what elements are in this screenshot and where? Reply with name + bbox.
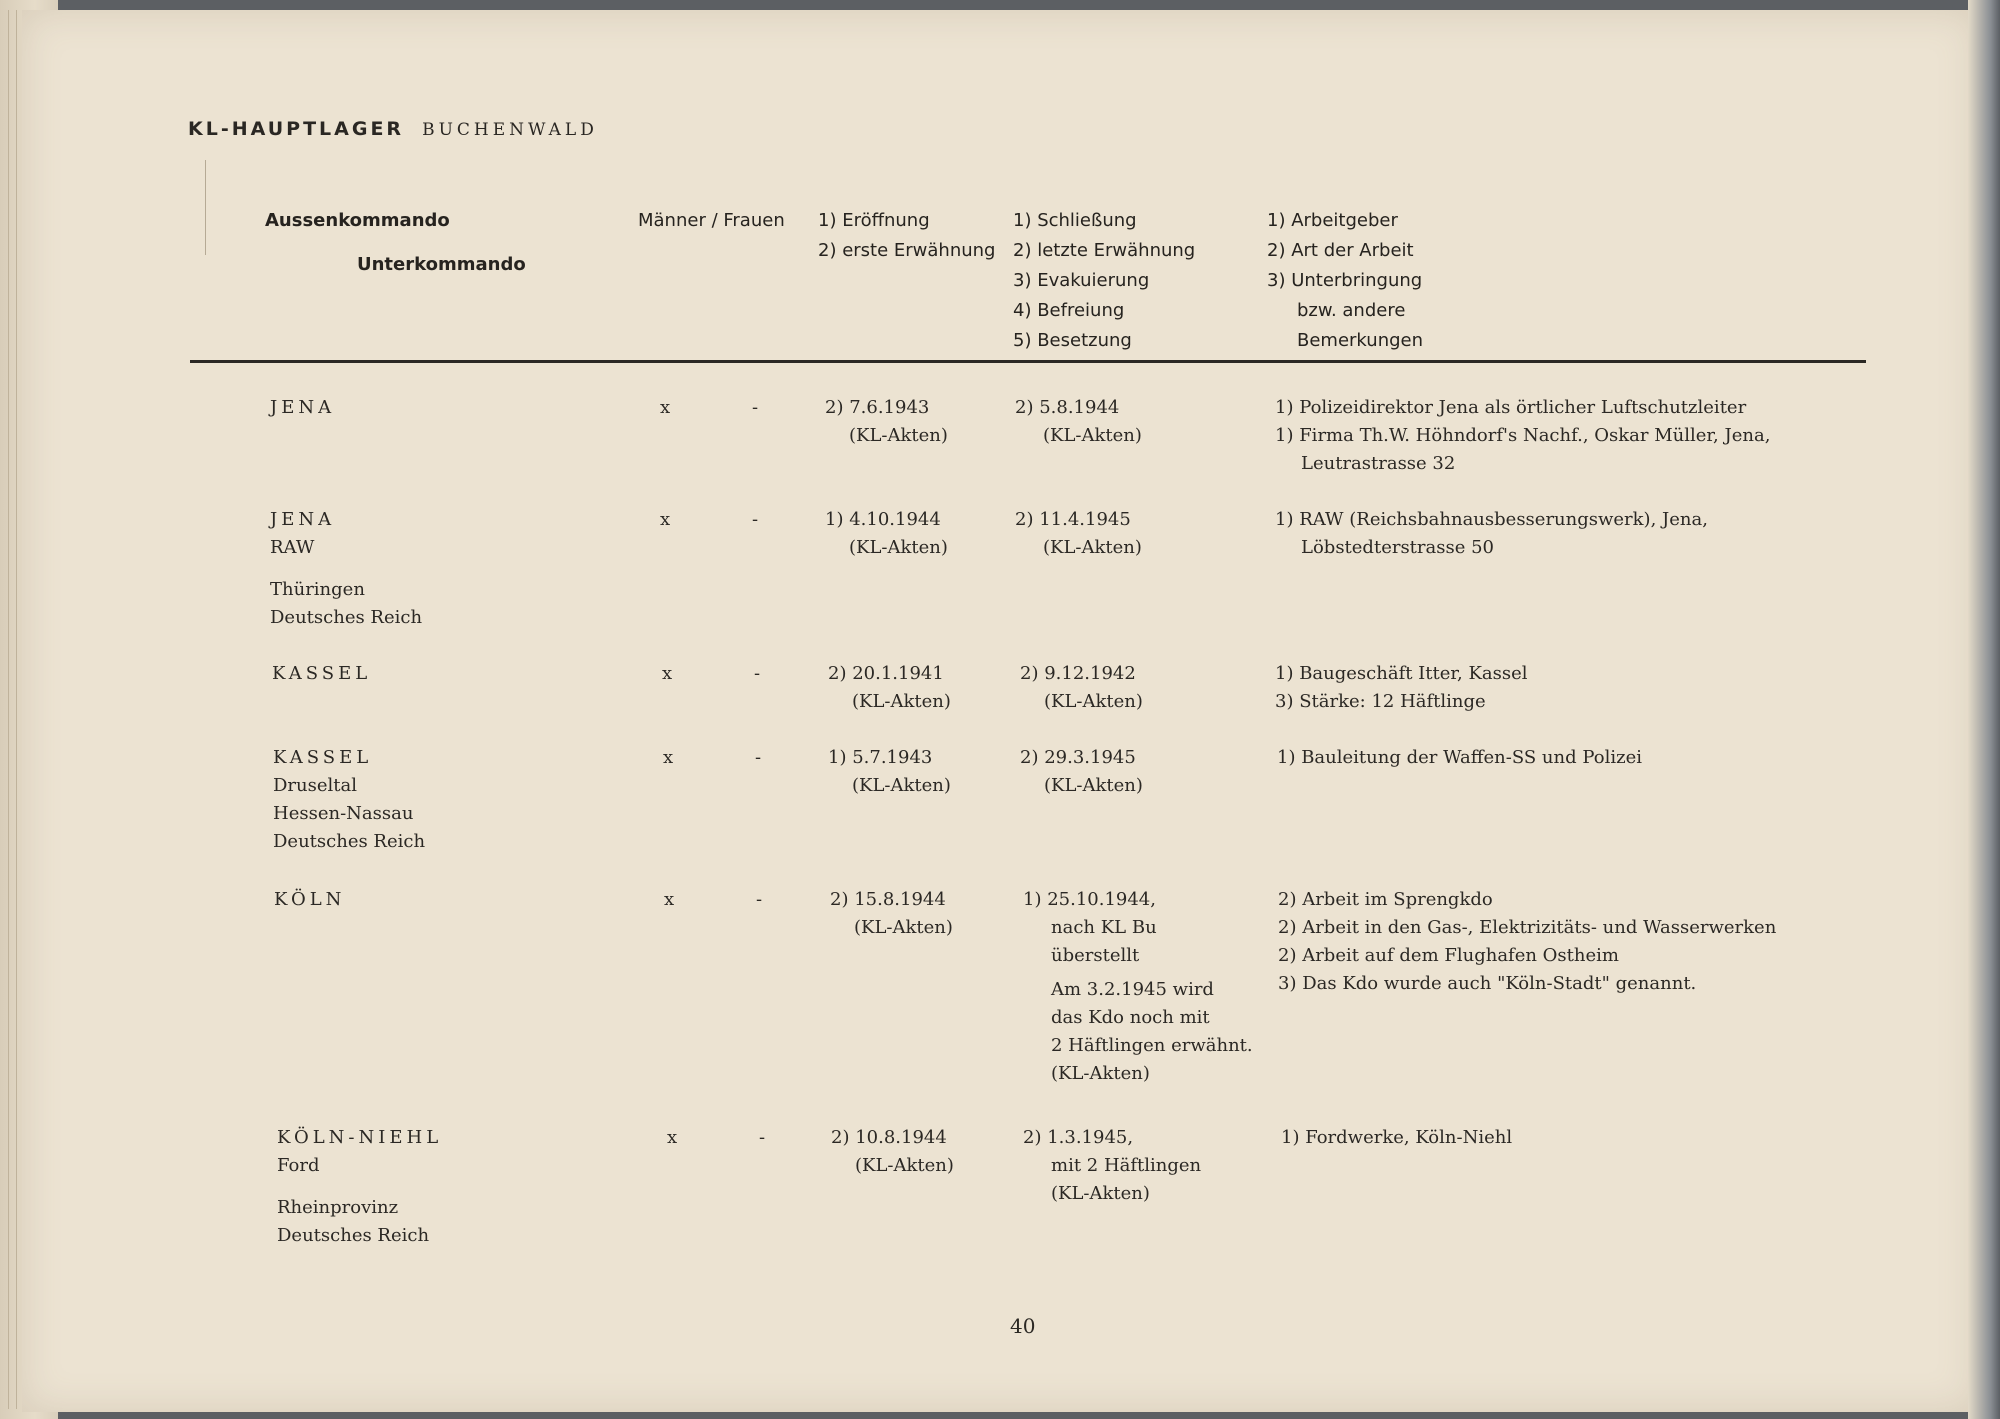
row-men: x [667, 1127, 678, 1148]
col-schliessung: 1) Schließung 2) letzte Erwähnung 3) Evakuierung 4) Befreiung 5) Besetzung [1013, 210, 1196, 351]
row-women: - [752, 509, 759, 530]
book-edge-right [1968, 0, 2000, 1419]
row-subname: RAW [270, 537, 315, 558]
table-row [270, 394, 335, 422]
row-men: x [663, 747, 674, 768]
page-number: 40 [1010, 1314, 1036, 1338]
row-region: Thüringen [270, 579, 365, 600]
row-remarks: 2) Arbeit im Sprengkdo 2) Arbeit in den Gas-, Elektrizitäts- und Wasserwerken 2) Arbeit auf dem Flughafen Ostheim 3) Das Kdo wurde auch "Köln-Stadt" genannt. [1278, 889, 1777, 994]
row-remarks: 1) Baugeschäft Itter, Kassel 3) Stärke: 12 Häftlinge [1275, 663, 1528, 712]
col-unterkommando: Unterkommando [357, 254, 526, 275]
row-closed: 2) 1.3.1945, mit 2 Häftlingen (KL-Akten) [1023, 1127, 1202, 1204]
page-header [188, 118, 598, 140]
row-name: KASSEL [272, 663, 372, 684]
table-row [270, 506, 422, 632]
row-name: JENA [270, 397, 336, 418]
header-rule [190, 360, 1866, 363]
row-name: JENA [270, 509, 336, 530]
row-country: Deutsches Reich [277, 1225, 430, 1246]
table-row [273, 744, 425, 856]
row-name: KÖLN [274, 889, 346, 910]
table-row [277, 1124, 442, 1250]
row-men: x [660, 509, 671, 530]
margin-line [205, 160, 206, 255]
row-women: - [759, 1127, 766, 1148]
row-closed: 2) 9.12.1942 (KL-Akten) [1020, 663, 1143, 712]
col-arbeitgeber: 1) Arbeitgeber 2) Art der Arbeit 3) Unterbringung bzw. andere Bemerkungen [1267, 210, 1424, 351]
row-region: Hessen-Nassau [273, 803, 414, 824]
row-women: - [752, 397, 759, 418]
row-remarks: 1) RAW (Reichsbahnausbesserungswerk), Jena, Löbstedterstrasse 50 [1275, 509, 1708, 558]
row-men: x [660, 397, 671, 418]
row-men: x [662, 663, 673, 684]
row-name: KÖLN-NIEHL [277, 1127, 443, 1148]
row-remarks: 1) Polizeidirektor Jena als örtlicher Luftschutzleiter 1) Firma Th.W. Höhndorf's Nachf., Oskar Müller, Jena, Leutrastrasse 32 [1275, 397, 1771, 474]
row-women: - [756, 889, 763, 910]
header-location: BUCHENWALD [422, 120, 598, 140]
row-men: x [664, 889, 675, 910]
row-name: KASSEL [273, 747, 373, 768]
row-opened: 2) 7.6.1943 (KL-Akten) [825, 397, 948, 446]
row-opened: 2) 20.1.1941 (KL-Akten) [828, 663, 951, 712]
row-closed: 1) 25.10.1944, nach KL Bu überstellt Am 3.2.1945 wird das Kdo noch mit 2 Häftlingen erwähnt. (KL-Akten) [1023, 889, 1253, 1084]
row-closed: 2) 5.8.1944 (KL-Akten) [1015, 397, 1142, 446]
row-remarks: 1) Fordwerke, Köln-Niehl [1281, 1127, 1513, 1148]
row-opened: 2) 10.8.1944 (KL-Akten) [831, 1127, 954, 1176]
row-remarks: 1) Bauleitung der Waffen-SS und Polizei [1277, 747, 1642, 768]
table-row [274, 886, 345, 914]
table-row [272, 660, 371, 688]
col-aussenkommando: Aussenkommando [265, 210, 450, 231]
row-opened: 1) 5.7.1943 (KL-Akten) [828, 747, 951, 796]
row-women: - [755, 747, 762, 768]
col-maenner-frauen: Männer / Frauen [638, 210, 785, 231]
header-title: KL-HAUPTLAGER [188, 118, 405, 140]
row-opened: 1) 4.10.1944 (KL-Akten) [825, 509, 948, 558]
row-closed: 2) 11.4.1945 (KL-Akten) [1015, 509, 1142, 558]
row-opened: 2) 15.8.1944 (KL-Akten) [830, 889, 953, 938]
col-eroeffnung: 1) Eröffnung 2) erste Erwähnung [818, 210, 996, 261]
row-country: Deutsches Reich [273, 831, 426, 852]
row-country: Deutsches Reich [270, 607, 423, 628]
row-closed: 2) 29.3.1945 (KL-Akten) [1020, 747, 1143, 796]
row-region: Rheinprovinz [277, 1197, 399, 1218]
row-subname: Ford [277, 1155, 320, 1176]
row-women: - [754, 663, 761, 684]
row-subname: Druseltal [273, 775, 357, 796]
